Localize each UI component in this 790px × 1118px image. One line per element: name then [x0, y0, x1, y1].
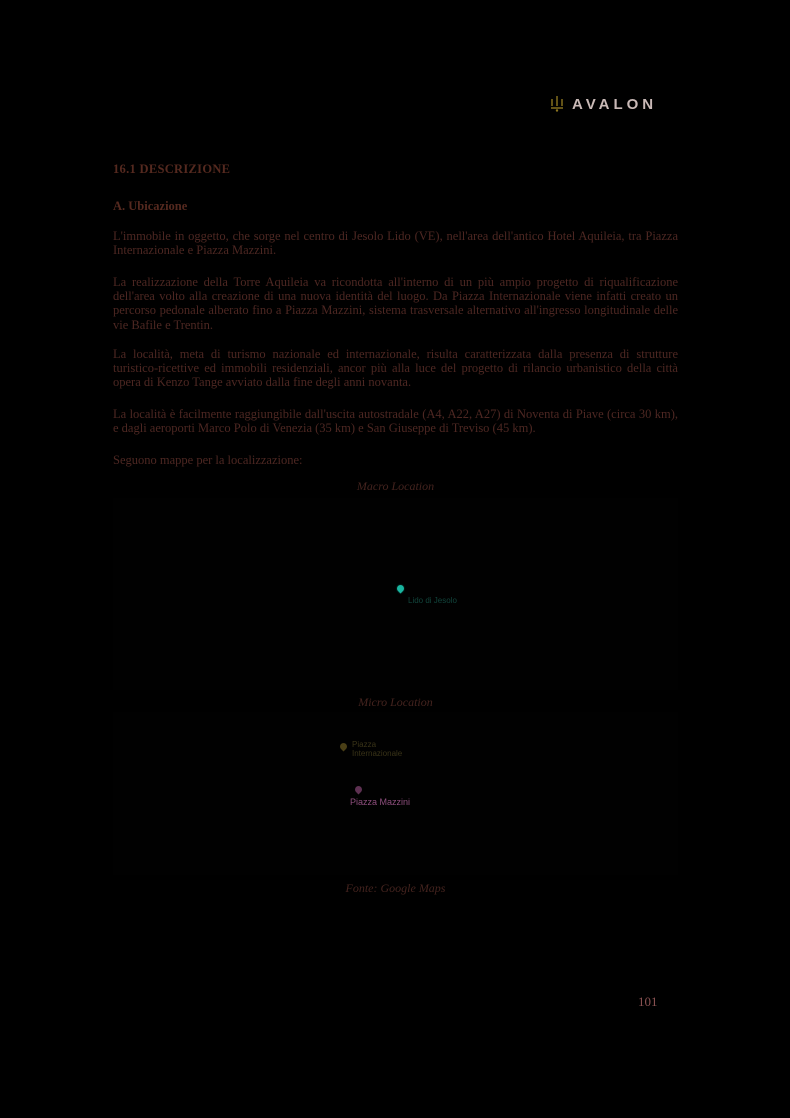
avalon-logo: [548, 94, 657, 114]
map-pin-icon: [339, 742, 349, 752]
paragraph-ubicazione-1: L'immobile in oggetto, che sorge nel centro di Jesolo Lido (VE), nell'area dell'antico Hotel Aquileia, tra Piazza Internazionale e Piazza Mazzini.: [113, 229, 678, 258]
logo-text: AVALON: [572, 95, 658, 113]
micro-map-label-piazza-mazzini: Piazza Mazzini: [350, 797, 411, 807]
macro-location-map: [113, 498, 678, 690]
paragraph-ubicazione-2: La realizzazione della Torre Aquileia va ricondotta all'interno di un più ampio progetto di riqualificazione dell'area volto alla creazione di una nuova identità del luogo. Da Piazza Internazionale viene infatti creato un percorso pedonale alberato fino a Piazza Mazzini, sistema trasversale alternativo all'ingresso longitudinale delle vie Bafile e Trentin.: [113, 275, 678, 332]
paragraph-maps-intro: Seguono mappe per la localizzazione:: [113, 453, 303, 467]
paragraph-ubicazione-4: La località è facilmente raggiungibile dall'uscita autostradale (A4, A22, A27) di Noventa di Piave (circa 30 km), e dagli aeroporti Marco Polo di Venezia (35 km) e San Giuseppe di Treviso (45 km).: [113, 407, 678, 436]
micro-location-caption: Micro Location: [358, 695, 433, 709]
micro-map-label-piazza-internazionale: Piazza Internazionale: [352, 740, 403, 758]
crown-icon: [548, 94, 566, 114]
subsection-heading: A. Ubicazione: [113, 199, 188, 213]
macro-map-marker-label: Lido di Jesolo: [408, 596, 457, 605]
section-heading: 16.1 DESCRIZIONE: [113, 162, 231, 176]
map-source-caption: Fonte: Google Maps: [345, 881, 446, 895]
map-pin-icon: [354, 785, 364, 795]
paragraph-ubicazione-3: La località, meta di turismo nazionale ed internazionale, risulta caratterizzata dalla presenza di strutture turistico-ricettive ed immobili residenziali, ancor più alla luce del progetto di rilancio urbanistico della città opera di Kenzo Tange avviato dalla fine degli anni novanta.: [113, 347, 678, 390]
micro-location-map: [113, 712, 678, 875]
map-pin-icon: [396, 584, 406, 594]
macro-location-caption: Macro Location: [356, 479, 435, 493]
page-number: 101: [638, 994, 658, 1009]
